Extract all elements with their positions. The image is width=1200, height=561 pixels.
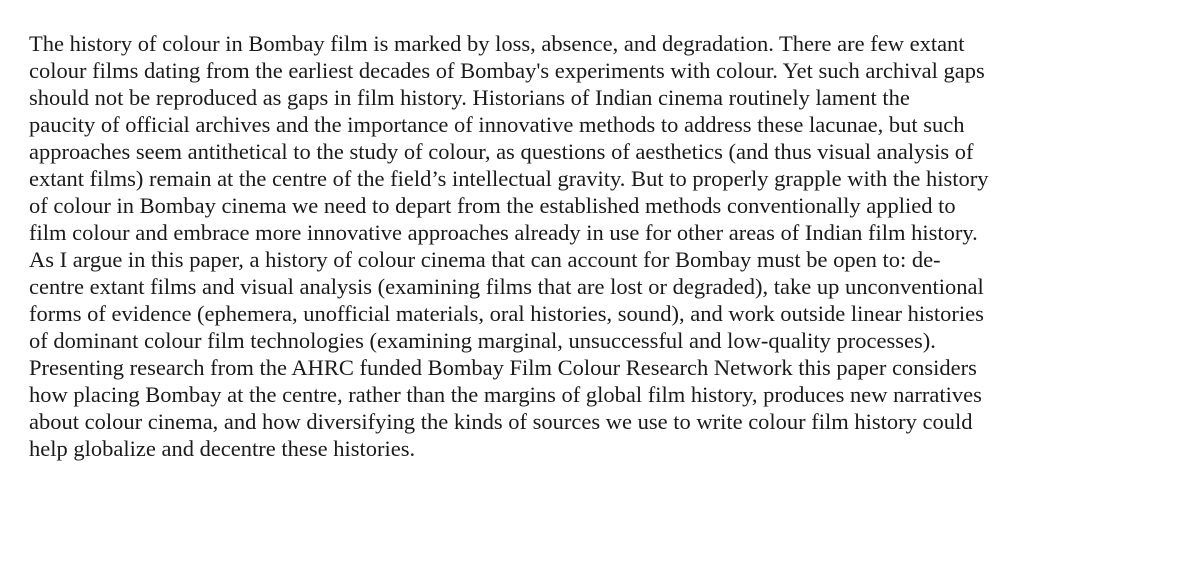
- abstract-line: of dominant colour film technologies (examining marginal, unsuccessful and low-quality processes).: [29, 328, 936, 353]
- abstract-line: As I argue in this paper, a history of colour cinema that can account for Bombay must be open to: de-: [29, 247, 941, 272]
- abstract-line: extant films) remain at the centre of the field’s intellectual gravity. But to properly grapple with the history: [29, 166, 989, 191]
- abstract-line: forms of evidence (ephemera, unofficial materials, oral histories, sound), and work outside linear histories: [29, 301, 984, 326]
- abstract-line: paucity of official archives and the importance of innovative methods to address these lacunae, but such: [29, 112, 965, 137]
- abstract-paragraph: [29, 30, 1189, 462]
- abstract-line: help globalize and decentre these histories.: [29, 436, 416, 461]
- abstract-line: The history of colour in Bombay film is marked by loss, absence, and degradation. There are few extant: [29, 31, 965, 56]
- abstract-line: of colour in Bombay cinema we need to depart from the established methods conventionally applied to: [29, 193, 956, 218]
- abstract-line: approaches seem antithetical to the study of colour, as questions of aesthetics (and thus visual analysis of: [29, 139, 974, 164]
- abstract-line: centre extant films and visual analysis (examining films that are lost or degraded), take up unconventional: [29, 274, 984, 299]
- abstract-line: about colour cinema, and how diversifying the kinds of sources we use to write colour film history could: [29, 409, 973, 434]
- abstract-line: film colour and embrace more innovative approaches already in use for other areas of Indian film history.: [29, 220, 978, 245]
- abstract-line: should not be reproduced as gaps in film history. Historians of Indian cinema routinely lament the: [29, 85, 910, 110]
- abstract-line: Presenting research from the AHRC funded Bombay Film Colour Research Network this paper considers: [29, 355, 977, 380]
- abstract-line: colour films dating from the earliest decades of Bombay's experiments with colour. Yet such archival gaps: [29, 58, 985, 83]
- abstract-line: how placing Bombay at the centre, rather than the margins of global film history, produces new narratives: [29, 382, 982, 407]
